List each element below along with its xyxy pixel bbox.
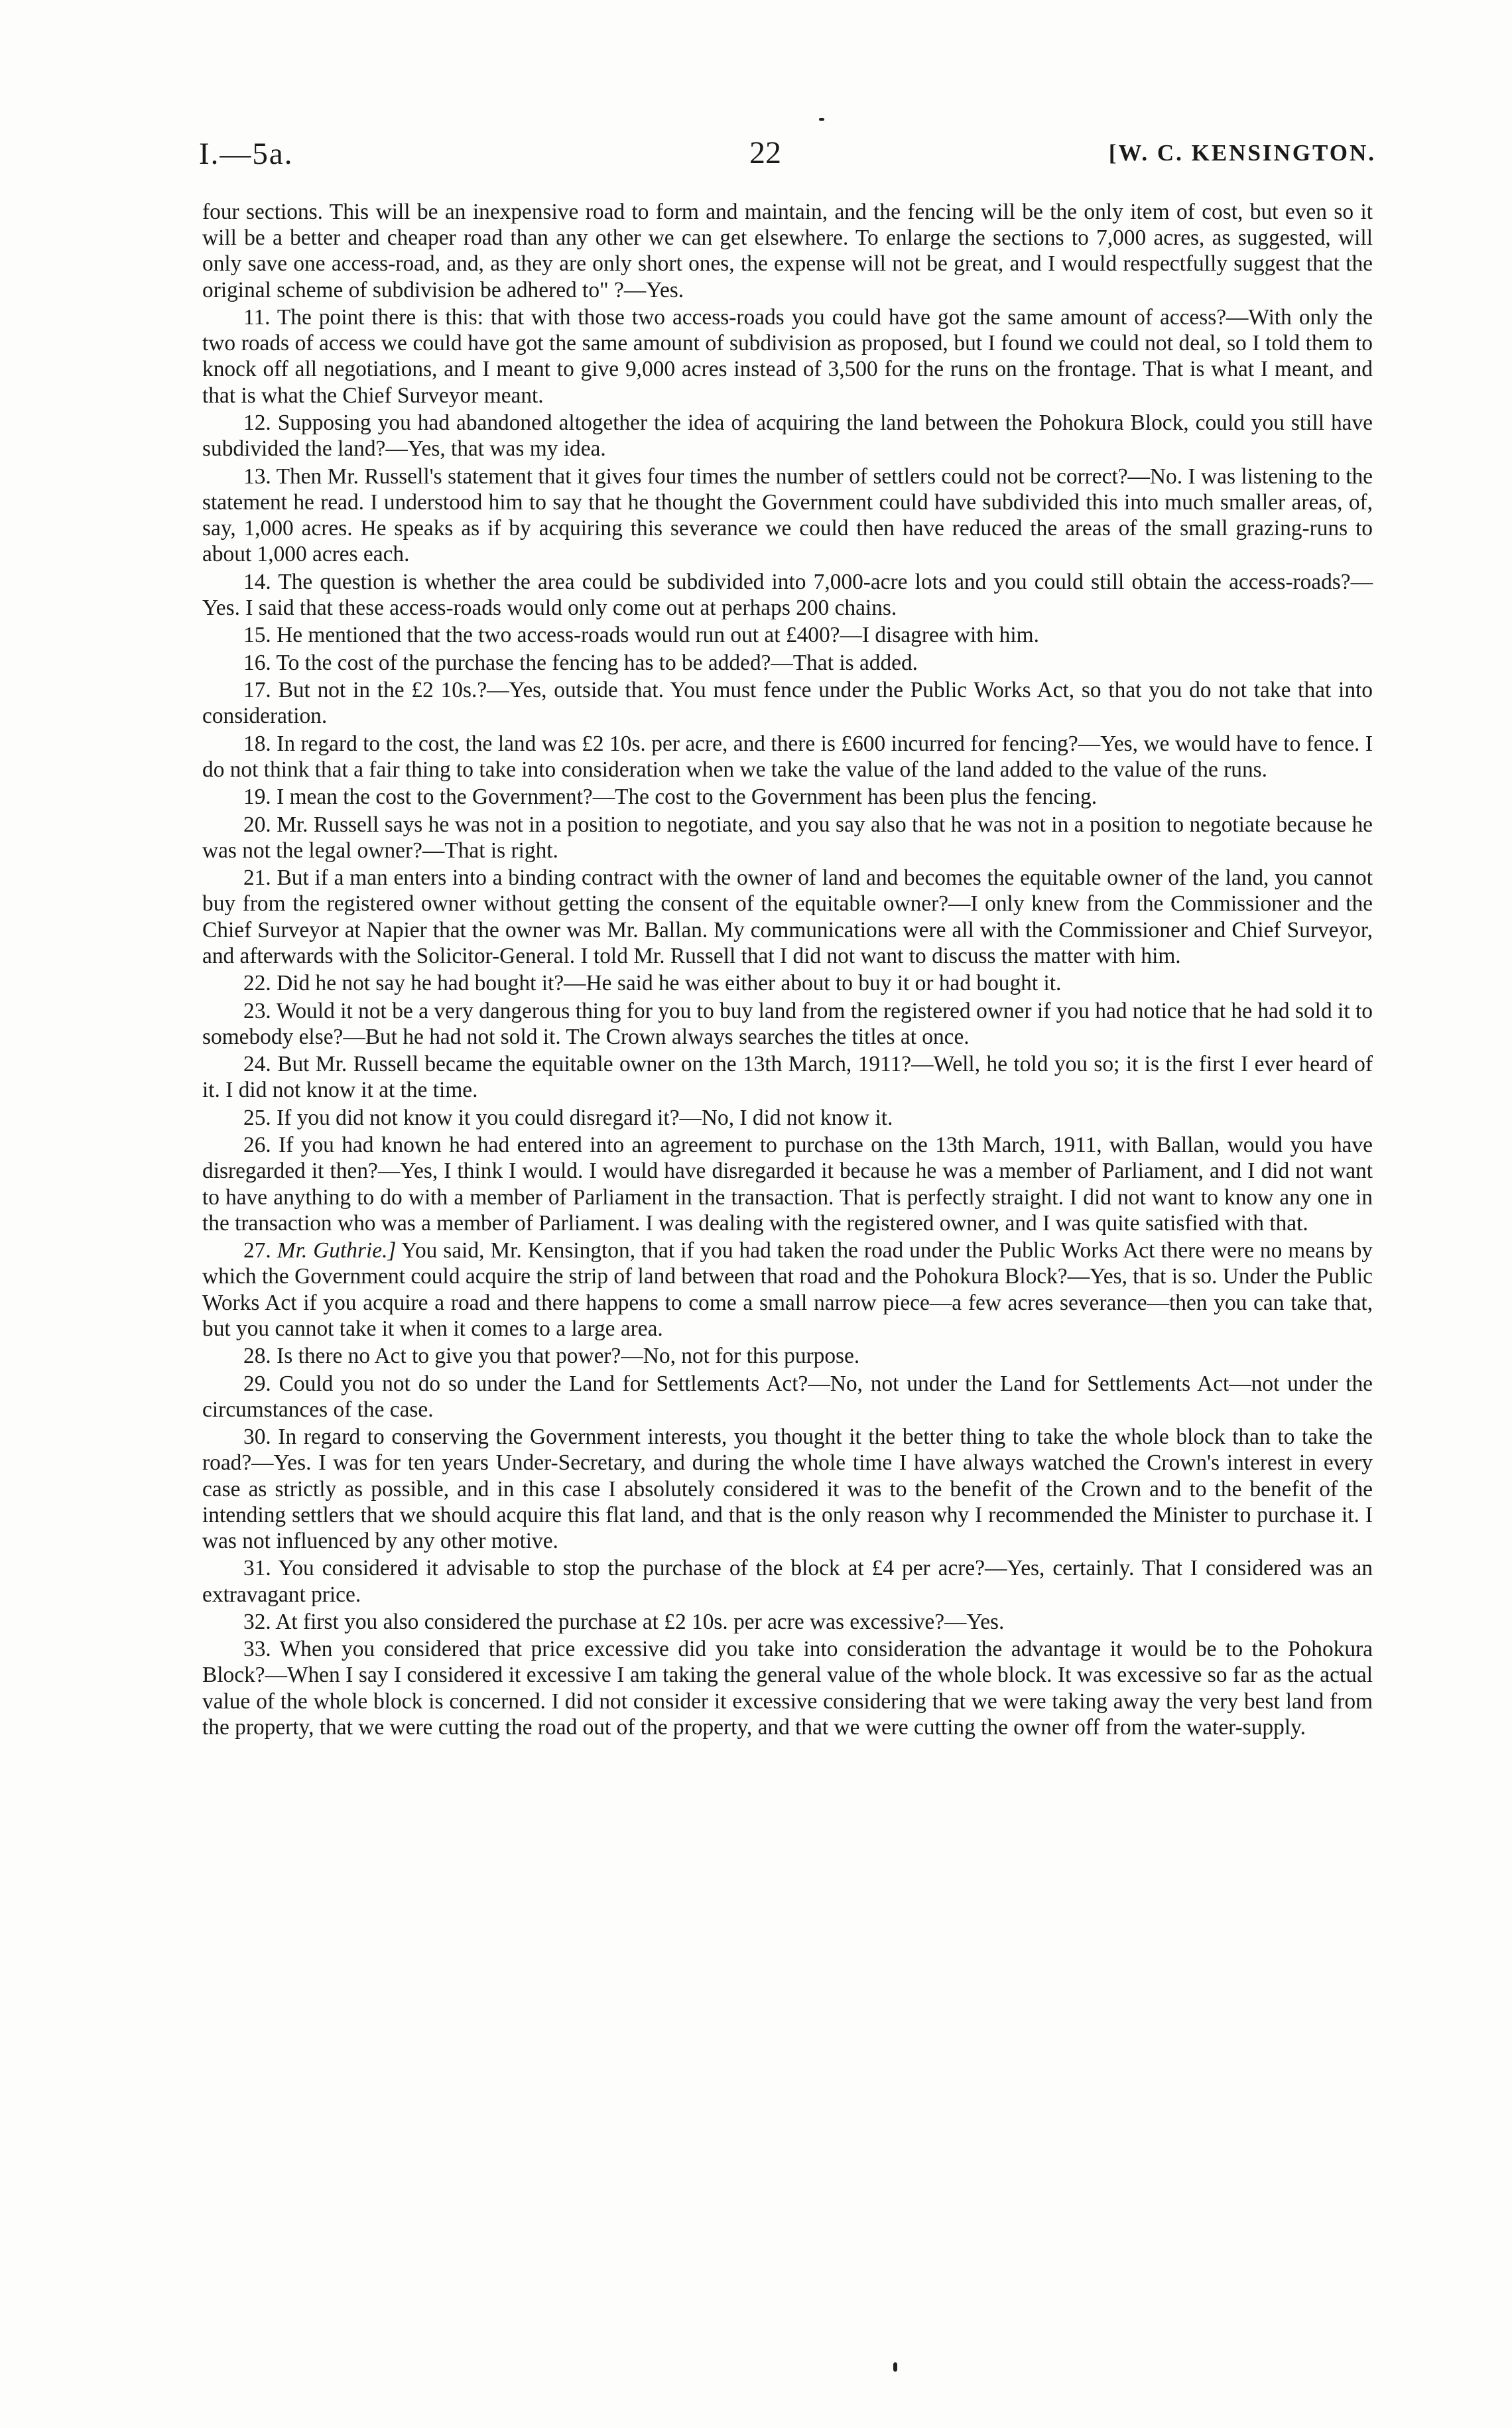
paragraph-14 bbox=[202, 569, 1373, 621]
paragraph-text: Would it not be a very dangerous thing for you to buy land from the registered owner if you had notice that he had sold it to somebody else?—But he had not sold it. The Crown always searches the titles at once. bbox=[202, 998, 1373, 1049]
paragraph-text: Did he not say he had bought it?—He said he was either about to buy it or had bought it. bbox=[277, 971, 1062, 996]
paragraph-16 bbox=[202, 650, 1373, 676]
paragraph-text: The question is whether the area could be subdivided into 7,000-acre lots and you could still obtain the access-roads?—Yes. I said that these access-roads would only come out at perhaps 200 chains. bbox=[202, 569, 1373, 620]
paragraph-number: 26. bbox=[243, 1133, 271, 1158]
paragraph-text: In regard to conserving the Government interests, you thought it the better thing to take the whole block than to take the road?—Yes. I was for ten years Under-Secretary, and during the whole time I have always watched the Crown's interest in every case as strictly as possible, and in this case I absolutely considered it was to the benefit of the Crown and to the benefit of the intending settlers that we should acquire this flat land, and that is the only reason why I recommended the Minister to purchase it. I was not influenced by any other motive. bbox=[202, 1425, 1373, 1553]
paragraph-number: 18. bbox=[243, 731, 271, 756]
paragraph-text: I mean the cost to the Government?—The cost to the Government has been plus the fencing. bbox=[277, 785, 1098, 810]
paragraph-text: Is there no Act to give you that power?—No, not for this purpose. bbox=[277, 1344, 860, 1369]
paragraph-25 bbox=[202, 1105, 1373, 1131]
speaker-name: Mr. Guthrie.] bbox=[277, 1238, 397, 1263]
paragraph-text: To the cost of the purchase the fencing has to be added?—That is added. bbox=[276, 650, 918, 675]
paragraph-13 bbox=[202, 464, 1373, 568]
paragraph-number: 12. bbox=[243, 411, 271, 435]
paragraph-text: When you considered that price excessive did you take into consideration the advantage it would be to the Pohokura Block?—When I say I considered it excessive I am taking the general value of the whole block. It was excessive so far as the actual value of the whole block is concerned. I did not consider it excessive considering that we were taking away the very best land from the property, that we were cutting the road out of the property, and that we were cutting the owner off from the water-supply. bbox=[202, 1637, 1373, 1740]
paragraph-number: 23. bbox=[243, 998, 271, 1023]
paragraph-18 bbox=[202, 731, 1373, 783]
paragraph-text: In regard to the cost, the land was £2 10s. per acre, and there is £600 incurred for fencing?—Yes, we would have to fence. I do not think that a fair thing to take into consideration when we take the value of the land added to the value of the runs. bbox=[202, 731, 1373, 782]
paragraph-continued bbox=[202, 199, 1373, 303]
paragraph-text: The point there is this: that with those two access-roads you could have got the same amount of access?—With only the two roads of access we could have got the same amount of subdivision as proposed, but I found we could not deal, so I told them to knock off all negotiations, and I meant to give 9,000 acres instead of 3,500 for the runs on the frontage. That is what I meant, and that is what the Chief Surveyor meant. bbox=[202, 305, 1373, 408]
paragraph-number: 14. bbox=[243, 569, 271, 594]
paragraph-number: 30. bbox=[243, 1425, 271, 1450]
paragraph-number: 31. bbox=[243, 1556, 271, 1581]
paragraph-text: But not in the £2 10s.?—Yes, outside that. You must fence under the Public Works Act, so that you do not take that into consideration. bbox=[202, 677, 1373, 729]
paragraph-number: 29. bbox=[243, 1371, 271, 1396]
paragraph-number: 32. bbox=[243, 1609, 271, 1634]
paragraph-28 bbox=[202, 1343, 1373, 1369]
paragraph-text: Could you not do so under the Land for Settlements Act?—No, not under the Land for Settlements Act—not under the circumstances of the case. bbox=[202, 1371, 1373, 1422]
paragraph-number: 25. bbox=[243, 1105, 271, 1130]
paragraph-text: If you did not know it you could disregard it?—No, I did not know it. bbox=[277, 1105, 893, 1130]
paragraph-number: 33. bbox=[243, 1637, 271, 1662]
paragraph-31 bbox=[202, 1555, 1373, 1607]
paragraph-21 bbox=[202, 865, 1373, 969]
page-header bbox=[199, 136, 1376, 182]
paragraph-number: 16. bbox=[243, 650, 271, 675]
paragraph-text: You considered it advisable to stop the purchase of the block at £4 per acre?—Yes, certainly. That I considered was an extravagant price. bbox=[202, 1556, 1373, 1607]
paragraph-15 bbox=[202, 622, 1373, 648]
paragraph-23 bbox=[202, 998, 1373, 1050]
paragraph-33 bbox=[202, 1636, 1373, 1740]
paragraph-text: Supposing you had abandoned altogether the idea of acquiring the land between the Pohokura Block, could you still have subdivided the land?—Yes, that was my idea. bbox=[202, 411, 1373, 462]
paragraph-26 bbox=[202, 1132, 1373, 1236]
paragraph-text: But Mr. Russell became the equitable owner on the 13th March, 1911?—Well, he told you so; it is the first I ever heard of it. I did not know it at the time. bbox=[202, 1052, 1373, 1103]
paragraph-number: 28. bbox=[243, 1344, 271, 1369]
paragraph-32 bbox=[202, 1609, 1373, 1635]
page-body bbox=[202, 199, 1373, 1740]
paragraph-text: At first you also considered the purchase at £2 10s. per acre was excessive?—Yes. bbox=[275, 1609, 1005, 1634]
paragraph-number: 22. bbox=[243, 971, 271, 996]
paragraph-number: 15. bbox=[243, 623, 271, 648]
paragraph-text: Mr. Russell says he was not in a position to negotiate, and you say also that he was not in a position to negotiate because he was not the legal owner?—That is right. bbox=[202, 812, 1373, 863]
paragraph-19 bbox=[202, 784, 1373, 810]
paragraph-number: 17. bbox=[243, 677, 271, 702]
paragraph-11 bbox=[202, 304, 1373, 409]
paragraph-12 bbox=[202, 410, 1373, 462]
paragraph-number: 24. bbox=[243, 1052, 271, 1077]
paragraph-number: 19. bbox=[243, 785, 271, 810]
paragraph-24 bbox=[202, 1051, 1373, 1103]
paragraph-20 bbox=[202, 812, 1373, 863]
paragraph-number: 20. bbox=[243, 812, 271, 837]
paragraph-number: 11. bbox=[243, 305, 271, 330]
paragraph-22 bbox=[202, 970, 1373, 996]
witness-name: [W. C. KENSINGTON. bbox=[1108, 140, 1376, 166]
print-speck bbox=[893, 2362, 897, 2372]
paragraph-text: Then Mr. Russell's statement that it gives four times the number of settlers could not be correct?—No. I was listening to the statement he read. I understood him to say that he thought the Government could have subdivided this into much smaller areas, of, say, 1,000 acres. He speaks as if by acquiring this severance we could then have reduced the areas of the small grazing-runs to about 1,000 acres each. bbox=[202, 464, 1373, 567]
paragraph-text: four sections. This will be an inexpensive road to form and maintain, and the fencing will be the only item of cost, but even so it will be a better and cheaper road than any other we can get elsewhere. To enlarge the sections to 7,000 acres, as suggested, will only save one access-road, and, as they are only short ones, the expense will not be great, and I would respectfully suggest that the original scheme of subdivision be adhered to" ?—Yes. bbox=[202, 200, 1373, 302]
print-speck bbox=[819, 118, 824, 121]
paragraph-text: But if a man enters into a binding contract with the owner of land and becomes the equitable owner of the land, you cannot buy from the registered owner without getting the consent of the equitable owner?—I only knew from the Commissioner and the Chief Surveyor at Napier that the owner was Mr. Ballan. My communications were all with the Commissioner and Chief Surveyor, and afterwards with the Solicitor-General. I told Mr. Russell that I did not want to discuss the matter with him. bbox=[202, 865, 1373, 968]
paragraph-17 bbox=[202, 677, 1373, 729]
paragraph-30 bbox=[202, 1424, 1373, 1554]
paper-reference: I.—5a. bbox=[199, 137, 294, 171]
paragraph-number: 21. bbox=[243, 865, 271, 891]
paragraph-number: 27. bbox=[243, 1238, 271, 1263]
paragraph-27 bbox=[202, 1238, 1373, 1342]
paragraph-text: He mentioned that the two access-roads would run out at £400?—I disagree with him. bbox=[277, 623, 1039, 648]
paragraph-29 bbox=[202, 1371, 1373, 1423]
page-number: 22 bbox=[749, 135, 781, 170]
paragraph-number: 13. bbox=[243, 464, 271, 489]
paragraph-text: You said, Mr. Kensington, that if you had taken the road under the Public Works Act there were no means by which the Government could acquire the strip of land between that road and the Pohokura Block?—Yes, that is so. Under the Public Works Act if you acquire a road and there happens to come a small narrow piece—a few acres severance—then you can take that, but you cannot take it when it comes to a large area. bbox=[202, 1238, 1373, 1341]
paragraph-text: If you had known he had entered into an agreement to purchase on the 13th March, 1911, with Ballan, would you have disregarded it then?—Yes, I think I would. I would have disregarded it because he was a member of Parliament, and I did not want to have anything to do with a member of Parliament in the transaction. That is perfectly straight. I did not want to know any one in the transaction who was a member of Parliament. I was dealing with the registered owner, and I was quite satisfied with that. bbox=[202, 1133, 1373, 1236]
